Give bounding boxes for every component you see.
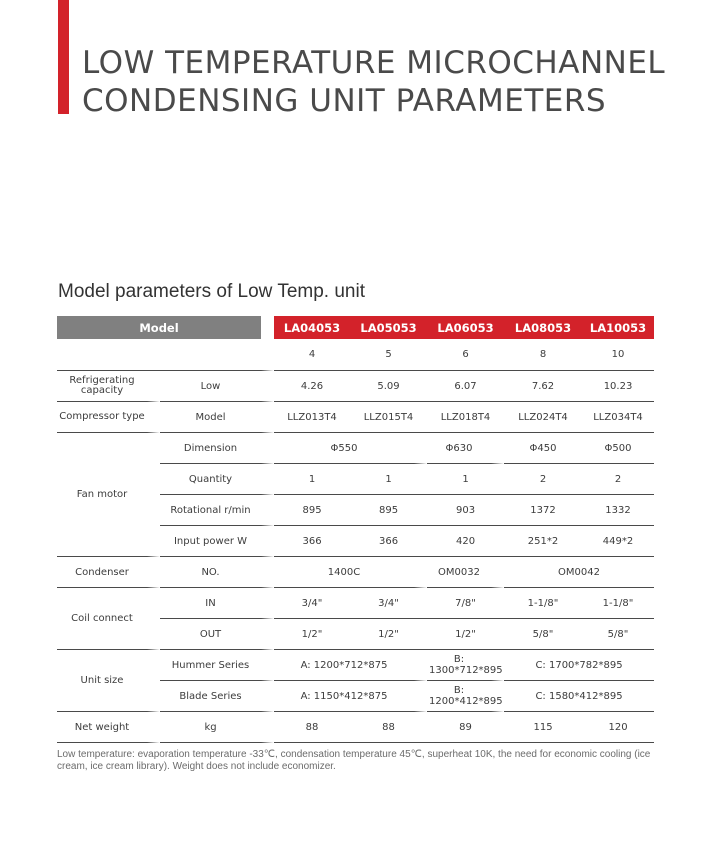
title-line-1: LOW TEMPERATURE MICROCHANNEL [82, 45, 666, 81]
table-cell: 5/8" [504, 619, 582, 650]
table-cell: OM0032 [427, 557, 504, 588]
table-cell: C: 1700*782*895 [504, 650, 654, 681]
table-cell: 88 [350, 712, 427, 743]
table-cell: 4.26 [274, 371, 350, 402]
table-cell: 1332 [582, 495, 654, 526]
table-cell: 895 [274, 495, 350, 526]
table-cell: 5/8" [582, 619, 654, 650]
table-cell: 3/4" [350, 588, 427, 619]
parameters-table [57, 316, 654, 743]
table-cell: LLZ024T4 [504, 402, 582, 433]
table-cell: OM0042 [504, 557, 654, 588]
table-cell: A: 1150*412*875 [274, 681, 427, 712]
model-header: LA06053 [427, 316, 504, 339]
table-cell: 251*2 [504, 526, 582, 557]
table-cell: LLZ015T4 [350, 402, 427, 433]
table-cell: 6.07 [427, 371, 504, 402]
table-cell: 1/2" [427, 619, 504, 650]
row-label: Compressor type [57, 402, 160, 433]
table-cell: 1/2" [350, 619, 427, 650]
row-sublabel: OUT [160, 619, 274, 650]
table-cell: 2 [504, 464, 582, 495]
header-row [57, 316, 654, 339]
table-cell: A: 1200*712*875 [274, 650, 427, 681]
table-cell: 115 [504, 712, 582, 743]
row-label: Condenser [57, 557, 160, 588]
table-cell: 3/4" [274, 588, 350, 619]
table-cell: B: 1200*412*895 [427, 681, 504, 712]
footnote: Low temperature: evaporation temperature -33℃, condensation temperature 45℃, superheat 10K, the need for economic cooling (ice cream, ice cream library). Weight does not include economizer. [57, 749, 651, 772]
table-cell: 1400C [274, 557, 427, 588]
model-header: LA10053 [582, 316, 654, 339]
row-sublabel: Input power W [160, 526, 274, 557]
table-cell: 88 [274, 712, 350, 743]
table-cell: 1-1/8" [504, 588, 582, 619]
row-label: Coil connect [57, 588, 160, 650]
row-sublabel: Blade Series [160, 681, 274, 712]
table-cell: Φ630 [427, 433, 504, 464]
header-model: Model [57, 316, 274, 339]
title-accent-bar [58, 0, 69, 114]
table-cell: 903 [427, 495, 504, 526]
row-sublabel: kg [160, 712, 274, 743]
table-cell: 5 [350, 339, 427, 371]
table-cell: 1 [350, 464, 427, 495]
condenser-row [57, 557, 654, 588]
table-cell: 7/8" [427, 588, 504, 619]
table-cell: 4 [274, 339, 350, 371]
row-sublabel: Model [160, 402, 274, 433]
row-label: Fan motor [57, 433, 160, 557]
table-cell: Φ550 [274, 433, 427, 464]
table-cell: Φ500 [582, 433, 654, 464]
coil-in-row [57, 588, 654, 619]
row-sublabel: NO. [160, 557, 274, 588]
table-cell: 895 [350, 495, 427, 526]
row-sublabel: Low [160, 371, 274, 402]
table-cell: 1-1/8" [582, 588, 654, 619]
table-cell: 10.23 [582, 371, 654, 402]
fan-dimension-row [57, 433, 654, 464]
page-title [82, 44, 707, 120]
table-cell: 120 [582, 712, 654, 743]
table-cell: LLZ034T4 [582, 402, 654, 433]
net-weight-row [57, 712, 654, 743]
table-cell: 1/2" [274, 619, 350, 650]
table-cell: 10 [582, 339, 654, 371]
row-label: Net weight [57, 712, 160, 743]
model-header: LA05053 [350, 316, 427, 339]
table-cell: 366 [274, 526, 350, 557]
table-cell: C: 1580*412*895 [504, 681, 654, 712]
table-cell: 420 [427, 526, 504, 557]
hp-row [57, 339, 654, 371]
row-sublabel: IN [160, 588, 274, 619]
table-cell: 6 [427, 339, 504, 371]
row-sublabel: Dimension [160, 433, 274, 464]
table-cell: B: 1300*712*895 [427, 650, 504, 681]
model-header: LA04053 [274, 316, 350, 339]
row-label: Unit size [57, 650, 160, 712]
row-sublabel: Rotational r/min [160, 495, 274, 526]
table-cell: 7.62 [504, 371, 582, 402]
compressor-row [57, 402, 654, 433]
table-cell: 1372 [504, 495, 582, 526]
table-cell: 2 [582, 464, 654, 495]
table-cell: 5.09 [350, 371, 427, 402]
table-cell: 8 [504, 339, 582, 371]
section-subtitle: Model parameters of Low Temp. unit [58, 281, 365, 302]
model-header: LA08053 [504, 316, 582, 339]
table-cell: 1 [274, 464, 350, 495]
unit-size-hummer-row [57, 650, 654, 681]
table-cell: LLZ018T4 [427, 402, 504, 433]
row-label: Refrigerating capacity [57, 371, 160, 402]
row-sublabel: Quantity [160, 464, 274, 495]
table-cell: 1 [427, 464, 504, 495]
table-cell: 366 [350, 526, 427, 557]
table-cell: LLZ013T4 [274, 402, 350, 433]
capacity-row [57, 371, 654, 402]
title-line-2: CONDENSING UNIT PARAMETERS [82, 83, 607, 119]
table-cell: 89 [427, 712, 504, 743]
table-cell: 449*2 [582, 526, 654, 557]
table-cell: Φ450 [504, 433, 582, 464]
row-sublabel: Hummer Series [160, 650, 274, 681]
